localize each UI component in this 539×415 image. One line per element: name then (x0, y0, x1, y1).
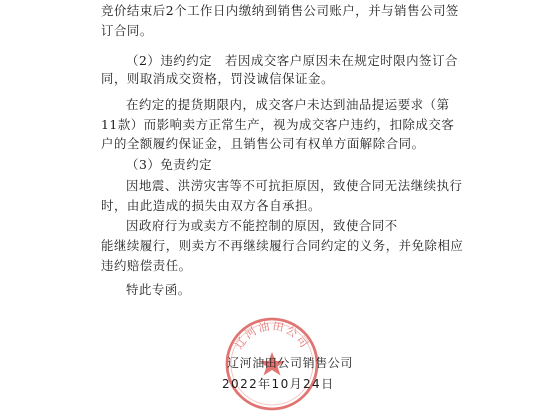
signature-company: 辽河油田公司销售公司 (227, 356, 354, 370)
signature-date: 2022年10月24日 (222, 377, 335, 391)
closing-line: 特此专函。 (126, 282, 191, 297)
section-heading-exemption: （3）免责约定 (126, 157, 213, 172)
body-line: 订合同。 (101, 23, 153, 38)
section-heading-breach: （2）违约约定 若因成交客户原因未在规定时限内签订合 (126, 53, 458, 68)
body-line: 在约定的提货期限内，成交客户未达到油品提运要求（第 (126, 97, 450, 112)
body-line: 能继续履行，则卖方不再继续履行合同约定的义务，并免除相应 (101, 238, 464, 253)
body-line: 因政府行为或卖方不能控制的原因，致使合同不 (126, 218, 398, 233)
svg-text:辽河油田公司: 辽河油田公司 (232, 319, 312, 352)
body-line: 违约赔偿责任。 (101, 258, 192, 273)
body-line: 户的全额履约保证金，且销售公司有权单方面解除合同。 (101, 136, 425, 151)
body-line: 同，则取消成交资格，罚没诚信保证金。 (101, 71, 334, 86)
body-line: 竞价结束后2个工作日内缴纳到销售公司账户，并与销售公司签 (101, 3, 459, 18)
body-line: 因地震、洪涝灾害等不可抗拒原因，致使合同无法继续执行 (126, 178, 463, 193)
body-line: 11款）而影响卖方正常生产，视为成交客户违约，扣除成交客 (101, 117, 455, 132)
body-line: 时，由此造成的损失由双方各自承担。 (101, 198, 321, 213)
